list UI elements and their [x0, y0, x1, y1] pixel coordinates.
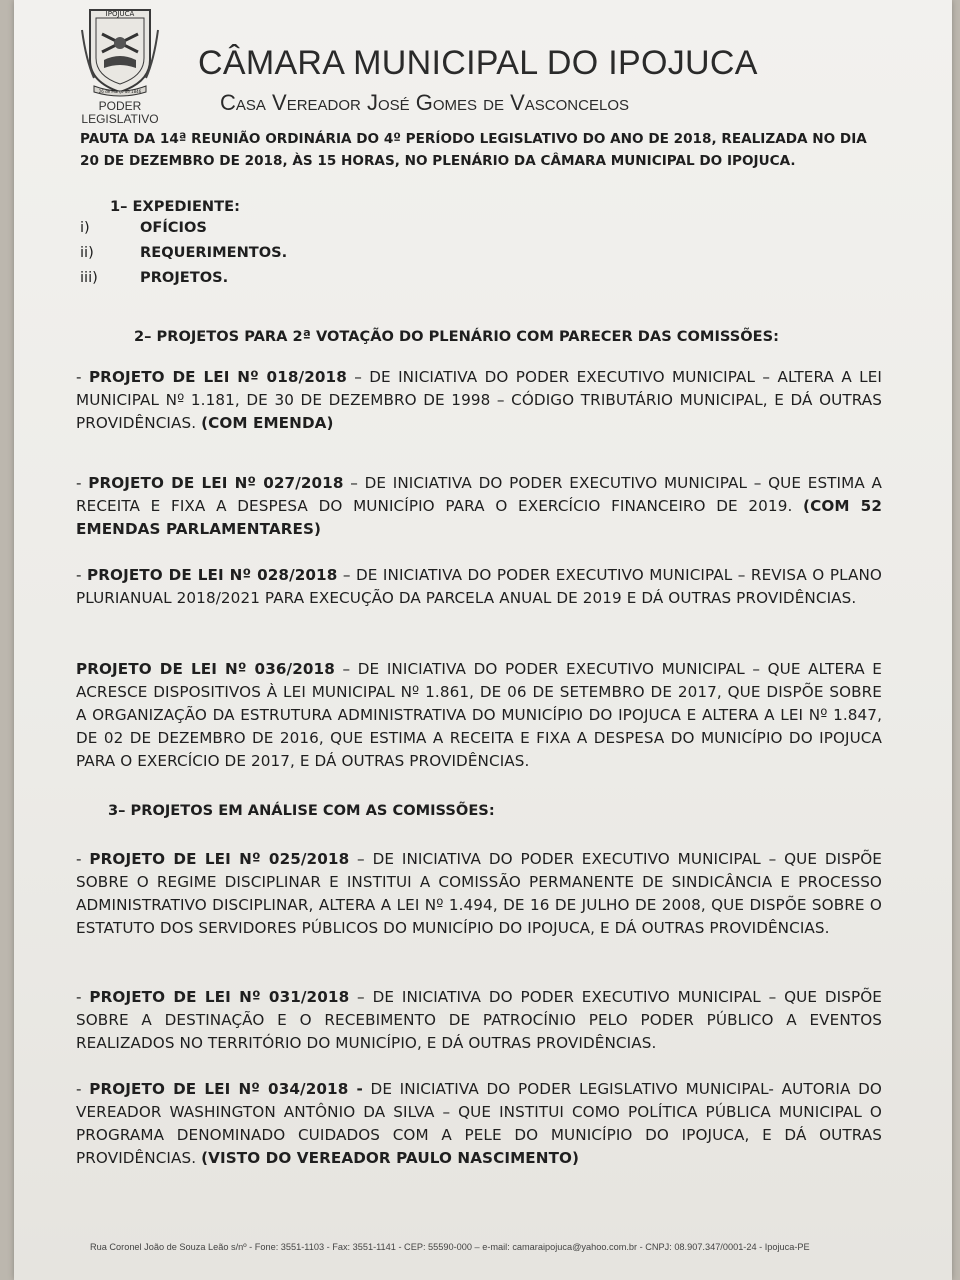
- item-label: OFÍCIOS: [140, 219, 207, 236]
- footer-address: Rua Coronel João de Souza Leão s/nº - Fone: 3551-1103 - Fax: 3551-1141 - CEP: 55590-000 – e-mail: camaraipojuca@yahoo.com.br - CNPJ: 08.907.347/0001-24 - Ipojuca-PE: [90, 1242, 810, 1252]
- section-1-heading: 1– EXPEDIENTE:: [110, 198, 240, 215]
- crest-icon: [80, 0, 160, 100]
- project-id: PROJETO DE LEI Nº 027/2018: [88, 474, 344, 492]
- item-number: i): [80, 219, 90, 236]
- project-id: PROJETO DE LEI Nº 025/2018: [89, 850, 350, 868]
- project-text: DE INICIATIVA DO PODER LEGISLATIVO MUNICIPAL- AUTORIA DO VEREADOR WASHINGTON ANTÔNIO DA SILVA – QUE INSTITUI COMO POLÍTICA PÚBLICA MUNICIPAL O PROGRAMA DENOMINADO CUIDADOS COM A PELE DO MUNICÍPIO DO IPOJUCA, E DÁ OUTRAS PROVIDÊNCIAS.: [76, 1080, 882, 1167]
- project-id: PROJETO DE LEI Nº 031/2018: [89, 988, 350, 1006]
- crest-text: IPOJUCA: [105, 10, 135, 18]
- list-item: [80, 244, 287, 269]
- section-3-heading: 3– PROJETOS EM ANÁLISE COM AS COMISSÕES:: [108, 802, 495, 819]
- list-item: [80, 219, 287, 244]
- document-page: [14, 0, 952, 1280]
- list-item: [80, 269, 287, 294]
- item-label: REQUERIMENTOS.: [140, 244, 288, 261]
- item-number: iii): [80, 269, 98, 286]
- project-text: – DE INICIATIVA DO PODER EXECUTIVO MUNICIPAL – ALTERA A LEI MUNICIPAL Nº 1.181, DE 30 DE DEZEMBRO DE 1998 – CÓDIGO TRIBUTÁRIO MUNICIPAL, E DÁ OUTRAS PROVIDÊNCIAS.: [76, 368, 883, 432]
- project-note: (COM 52 EMENDAS PARLAMENTARES): [76, 497, 883, 538]
- project-note: (VISTO DO VEREADOR PAULO NASCIMENTO): [201, 1149, 580, 1167]
- project-note: (COM EMENDA): [201, 414, 334, 432]
- project-text: – DE INICIATIVA DO PODER EXECUTIVO MUNICIPAL – QUE DISPÕE SOBRE A DESTINAÇÃO E O RECEBIMENTO DE PATROCÍNIO PELO PODER PÚBLICO A EVENTOS REALIZADOS NO TERRITÓRIO DO MUNICÍPIO, E DÁ OUTRAS PROVIDÊNCIAS.: [76, 988, 882, 1052]
- pauta-heading: PAUTA DA 14ª REUNIÃO ORDINÁRIA DO 4º PERÍODO LEGISLATIVO DO ANO DE 2018, REALIZADA NO DIA 20 DE DEZEMBRO DE 2018, ÀS 15 HORAS, NO PLENÁRIO DA CÂMARA MUNICIPAL DO IPOJUCA.: [80, 131, 867, 169]
- project-paragraph: - PROJETO DE LEI Nº 018/2018 – DE INICIATIVA DO PODER EXECUTIVO MUNICIPAL – ALTERA A LEI MUNICIPAL Nº 1.181, DE 30 DE DEZEMBRO DE 1998 – CÓDIGO TRIBUTÁRIO MUNICIPAL, E DÁ OUTRAS PROVIDÊNCIAS. (COM EMENDA): [76, 368, 883, 432]
- project-paragraph: [76, 658, 882, 773]
- project-text: – DE INICIATIVA DO PODER EXECUTIVO MUNICIPAL – QUE ALTERA E ACRESCE DISPOSITIVOS À LEI MUNICIPAL Nº 1.861, DE 06 DE SETEMBRO DE 2017, QUE DISPÕE SOBRE A ORGANIZAÇÃO DA ESTRUTURA ADMINISTRATIVA DO MUNICÍPIO DO IPOJUCA E ALTERA A LEI Nº 1.847, DE 02 DE DEZEMBRO DE 2016, QUE ESTIMA A RECEITA E FIXA A DESPESA DO MUNICÍPIO DO IPOJUCA PARA O EXERCÍCIO DE 2017, E DÁ OUTRAS PROVIDÊNCIAS.: [76, 660, 882, 770]
- expediente-list: [80, 219, 287, 294]
- document-title: CÂMARA MUNICIPAL DO IPOJUCA: [198, 44, 758, 82]
- section-2-heading: 2– PROJETOS PARA 2ª VOTAÇÃO DO PLENÁRIO COM PARECER DAS COMISSÕES:: [134, 328, 779, 345]
- project-id: PROJETO DE LEI Nº 034/2018 -: [89, 1080, 363, 1098]
- project-paragraph: - PROJETO DE LEI Nº 027/2018 – DE INICIATIVA DO PODER EXECUTIVO MUNICIPAL – QUE ESTIMA A RECEITA E FIXA A DESPESA DO MUNICÍPIO PARA O EXERCÍCIO FINANCEIRO DE 2019. (COM 52 EMENDAS PARLAMENTARES): [76, 474, 883, 538]
- project-id: PROJETO DE LEI Nº 028/2018: [87, 566, 338, 584]
- poder-label: PODER: [98, 99, 142, 113]
- project-paragraph: - PROJETO DE LEI Nº 034/2018 - DE INICIATIVA DO PODER LEGISLATIVO MUNICIPAL- AUTORIA DO VEREADOR WASHINGTON ANTÔNIO DA SILVA – QUE INSTITUI COMO POLÍTICA PÚBLICA MUNICIPAL O PROGRAMA DENOMINADO CUIDADOS COM A PELE DO MUNICÍPIO DO IPOJUCA, E DÁ OUTRAS PROVIDÊNCIAS. (VISTO DO VEREADOR PAULO NASCIMENTO): [76, 1080, 882, 1167]
- project-text: – DE INICIATIVA DO PODER EXECUTIVO MUNICIPAL – QUE ESTIMA A RECEITA E FIXA A DESPESA DO MUNICÍPIO PARA O EXERCÍCIO FINANCEIRO DE 2019.: [76, 474, 882, 515]
- project-text: – DE INICIATIVA DO PODER EXECUTIVO MUNICIPAL – REVISA O PLANO PLURIANUAL 2018/2021 PARA EXECUÇÃO DA PARCELA ANUAL DE 2019 E DÁ OUTRAS PROVIDÊNCIAS.: [76, 566, 882, 607]
- project-id: PROJETO DE LEI Nº 018/2018: [88, 368, 347, 386]
- project-paragraph: - PROJETO DE LEI Nº 028/2018 – DE INICIATIVA DO PODER EXECUTIVO MUNICIPAL – REVISA O PLANO PLURIANUAL 2018/2021 PARA EXECUÇÃO DA PARCELA ANUAL DE 2019 E DÁ OUTRAS PROVIDÊNCIAS.: [76, 566, 882, 607]
- legislativo-label: LEGISLATIVO: [81, 112, 159, 126]
- document-subtitle: Casa Vereador José Gomes de Vasconcelos: [220, 90, 629, 115]
- project-text: – DE INICIATIVA DO PODER EXECUTIVO MUNICIPAL – QUE DISPÕE SOBRE O REGIME DISCIPLINAR E INSTITUI A COMISSÃO PERMANENTE DE SINDICÂNCIA E PROCESSO ADMINISTRATIVO DISCIPLINAR, ALTERA A LEI Nº 1.494, DE 16 DE JULHO DE 2008, QUE DISPÕE SOBRE O ESTATUTO DOS SERVIDORES PÚBLICOS DO MUNICÍPIO DO IPOJUCA, E DÁ OUTRAS PROVIDÊNCIAS.: [76, 850, 882, 937]
- crest-ribbon: 26 de Março de 1846: [98, 89, 142, 94]
- poder-legislativo-label: [72, 100, 168, 126]
- item-label: PROJETOS.: [140, 269, 229, 286]
- project-paragraph: - PROJETO DE LEI Nº 031/2018 – DE INICIATIVA DO PODER EXECUTIVO MUNICIPAL – QUE DISPÕE SOBRE A DESTINAÇÃO E O RECEBIMENTO DE PATROCÍNIO PELO PODER PÚBLICO A EVENTOS REALIZADOS NO TERRITÓRIO DO MUNICÍPIO, E DÁ OUTRAS PROVIDÊNCIAS.: [76, 988, 882, 1052]
- item-number: ii): [80, 244, 94, 261]
- project-id: PROJETO DE LEI Nº 036/2018: [76, 660, 335, 678]
- project-paragraph: - PROJETO DE LEI Nº 025/2018 – DE INICIATIVA DO PODER EXECUTIVO MUNICIPAL – QUE DISPÕE SOBRE O REGIME DISCIPLINAR E INSTITUI A COMISSÃO PERMANENTE DE SINDICÂNCIA E PROCESSO ADMINISTRATIVO DISCIPLINAR, ALTERA A LEI Nº 1.494, DE 16 DE JULHO DE 2008, QUE DISPÕE SOBRE O ESTATUTO DOS SERVIDORES PÚBLICOS DO MUNICÍPIO DO IPOJUCA, E DÁ OUTRAS PROVIDÊNCIAS.: [76, 850, 882, 937]
